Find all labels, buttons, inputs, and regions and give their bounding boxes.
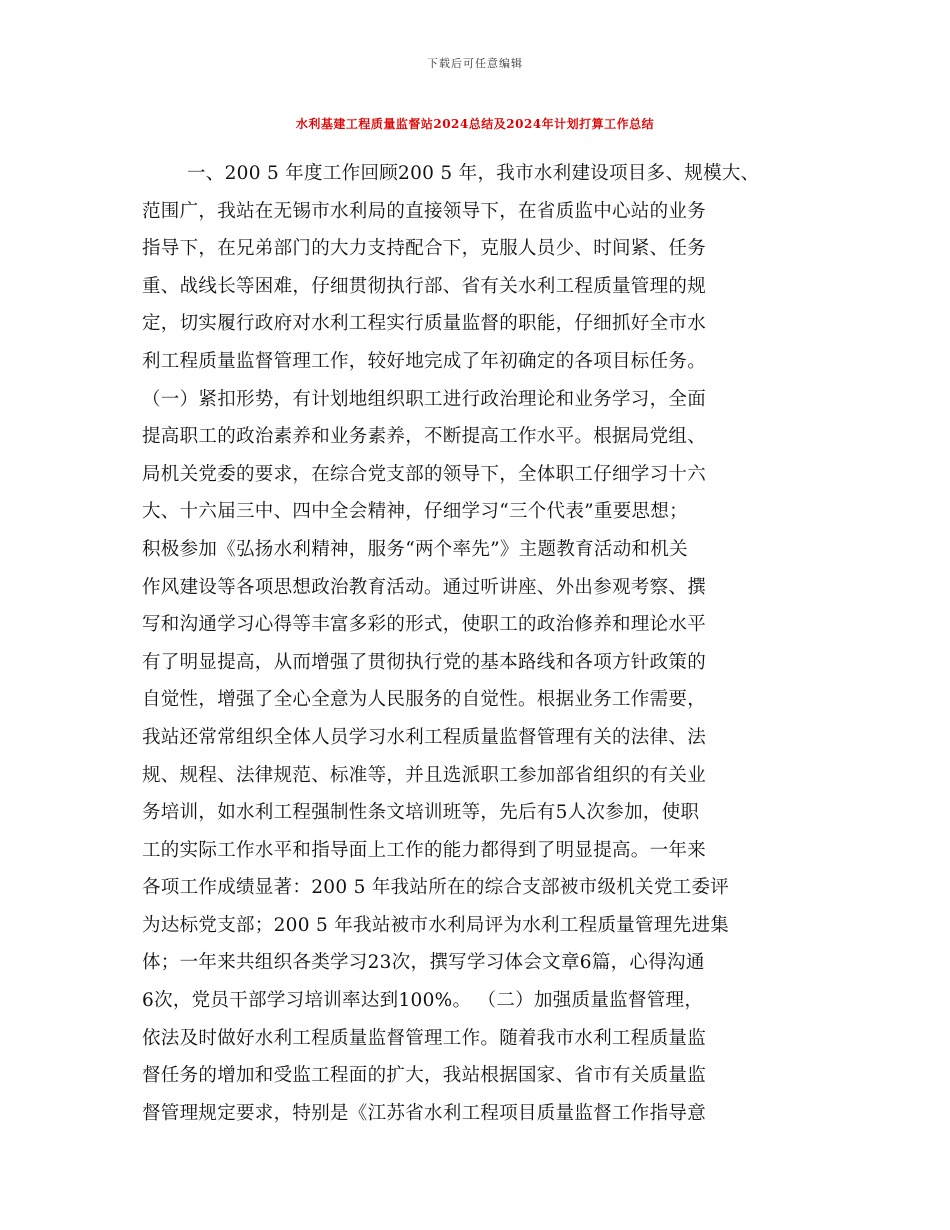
body-line: 定，切实履行政府对水利工程实行质量监督的职能，仔细抓好全市水 xyxy=(142,313,707,335)
body-line: 规、规程、法律规范、标准等，并且选派职工参加部省组织的有关业 xyxy=(142,764,707,786)
body-line: （一）紧扣形势，有计划地组织职工进行政治理论和业务学习，全面 xyxy=(142,388,707,410)
header-note: 下载后可任意编辑 xyxy=(427,57,523,70)
body-line: 局机关党委的要求，在综合党支部的领导下，全体职工仔细学习十六 xyxy=(142,463,707,485)
body-line: 积极参加《弘扬水利精神，服务“两个率先”》主题教育活动和机关 xyxy=(142,538,688,560)
body-line: 重、战线长等困难，仔细贯彻执行部、省有关水利工程质量管理的规 xyxy=(142,275,707,297)
body-line: 各项工作成绩显著：200 5 年我站所在的综合支部被市级机关党工委评 xyxy=(142,877,730,899)
body-line: 大、十六届三中、四中全会精神，仔细学习“三个代表”重要思想； xyxy=(142,501,688,523)
body-line: 利工程质量监督管理工作，较好地完成了年初确定的各项目标任务。 xyxy=(142,350,707,372)
body-line: 作风建设等各项思想政治教育活动。通过听讲座、外出参观考察、撰 xyxy=(142,576,707,598)
body-line: 写和沟通学习心得等丰富多彩的形式，使职工的政治修养和理论水平 xyxy=(142,614,707,636)
body-line: 督管理规定要求，特别是《江苏省水利工程项目质量监督工作指导意 xyxy=(142,1102,707,1124)
body-line: 6次，党员干部学习培训率达到100%。 （二）加强质量监督管理， xyxy=(142,990,704,1012)
body-line: 工的实际工作水平和指导面上工作的能力都得到了明显提高。一年来 xyxy=(142,839,707,861)
body-line: 一、200 5 年度工作回顾200 5 年，我市水利建设项目多、规模大、 xyxy=(187,163,760,184)
body-line: 提高职工的政治素养和业务素养，不断提高工作水平。根据局党组、 xyxy=(142,426,707,448)
body-line: 有了明显提高，从而增强了贯彻执行党的基本路线和各项方针政策的 xyxy=(142,651,707,673)
body-line: 指导下，在兄弟部门的大力支持配合下，克服人员少、时间紧、任务 xyxy=(142,238,707,260)
body-line: 范围广，我站在无锡市水利局的直接领导下，在省质监中心站的业务 xyxy=(142,200,707,222)
body-line: 依法及时做好水利工程质量监督管理工作。随着我市水利工程质量监 xyxy=(142,1027,707,1049)
document-title: 水利基建工程质量监督站2024总结及2024年计划打算工作总结 xyxy=(295,117,655,131)
body-line: 自觉性，增强了全心全意为人民服务的自觉性。根据业务工作需要， xyxy=(142,689,707,711)
body-line: 督任务的增加和受监工程面的扩大，我站根据国家、省市有关质量监 xyxy=(142,1065,707,1087)
body-line: 务培训，如水利工程强制性条文培训班等，先后有5人次参加，使职 xyxy=(142,802,700,824)
body-line: 我站还常常组织全体人员学习水利工程质量监督管理有关的法律、法 xyxy=(142,726,707,748)
document-body xyxy=(142,155,832,1132)
body-line: 体；一年来共组织各类学习23次，撰写学习体会文章6篇，心得沟通 xyxy=(142,952,705,974)
body-line: 为达标党支部；200 5 年我站被市水利局评为水利工程质量管理先进集 xyxy=(142,914,730,936)
